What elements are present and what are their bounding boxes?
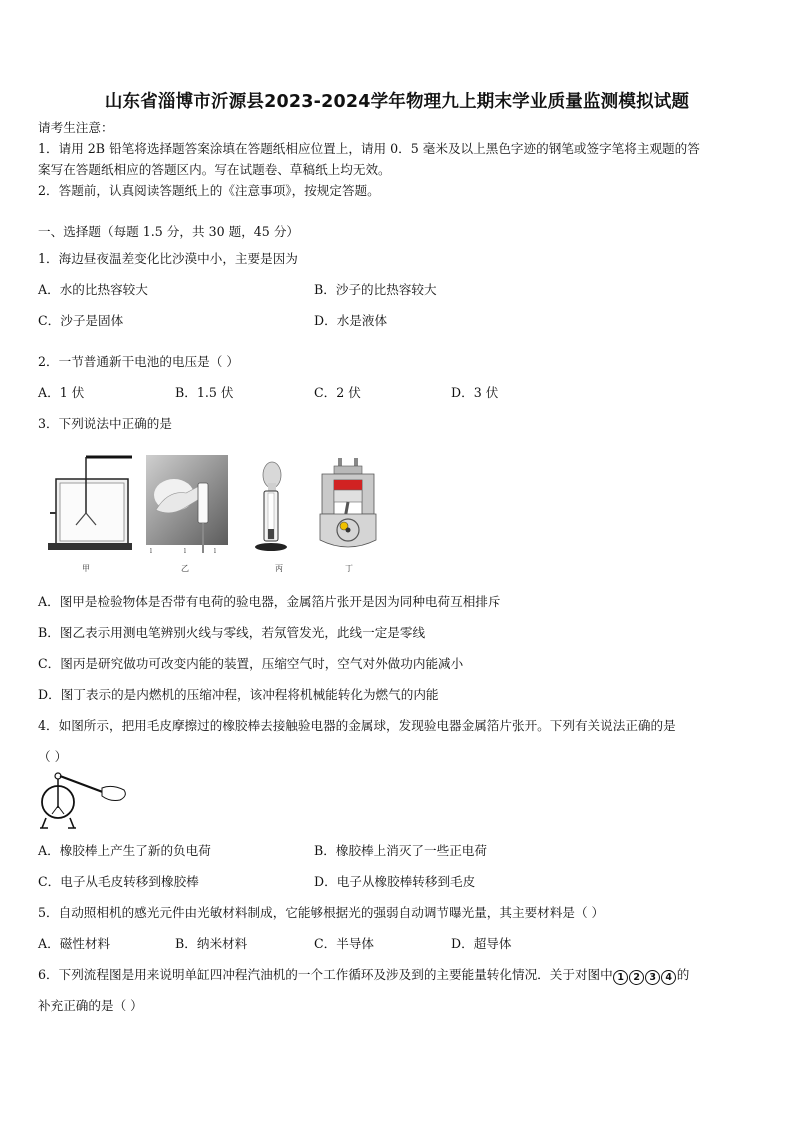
test-pen-figure-yi xyxy=(146,455,228,555)
question-4-stem: 4．如图所示，把用毛皮摩擦过的橡胶棒去接触验电器的金属球，发现验电器金属箔片张开。下列有关说法正确的是 xyxy=(38,718,676,733)
question-5-stem: 5．自动照相机的感光元件由光敏材料制成，它能够根据光的强弱自动调节曝光量，其主要材料是（ ） xyxy=(38,905,605,920)
svg-text:l: l xyxy=(214,548,216,555)
question-2-stem: 2．一节普通新干电池的电压是（ ） xyxy=(38,354,239,369)
circled-number-2: 2 xyxy=(629,970,644,985)
notice-item-2: 2．答题前，认真阅读答题纸上的《注意事项》，按规定答题。 xyxy=(38,183,380,198)
question-6-stem-tail: 的 xyxy=(676,967,690,982)
question-4-option-c: C．电子从毛皮转移到橡胶棒 xyxy=(38,874,199,889)
question-2-option-c: C．2 伏 xyxy=(314,385,361,400)
question-5-option-c: C．半导体 xyxy=(314,936,375,951)
question-3-option-b: B．图乙表示用测电笔辨别火线与零线，若氖管发光，此线一定是零线 xyxy=(38,625,426,640)
notice-item-1-line-1: 1．请用 2B 铅笔将选择题答案涂填在答题纸相应位置上，请用 0．5 毫米及以上黑色字迹的钢笔或签字笔将主观题的答 xyxy=(38,141,700,156)
electroscope-figure-jia xyxy=(44,455,136,555)
question-4-answer-paren: （ ） xyxy=(38,749,68,764)
question-1-option-a: A．水的比热容较大 xyxy=(38,282,148,297)
engine-cylinder-figure-ding xyxy=(316,456,380,552)
question-5-option-a: A．磁性材料 xyxy=(38,936,111,951)
question-3-option-c: C．图丙是研究做功可改变内能的装置，压缩空气时，空气对外做功内能减小 xyxy=(38,656,464,671)
question-4-option-b: B．橡胶棒上消灭了一些正电荷 xyxy=(314,843,487,858)
circled-number-4: 4 xyxy=(661,970,676,985)
question-2-option-b: B．1.5 伏 xyxy=(175,385,234,400)
figure-caption-ding: 丁 xyxy=(345,564,353,573)
electroscope-rod-figure xyxy=(36,770,132,830)
figure-caption-yi: 乙 xyxy=(181,564,189,573)
question-1-option-c: C．沙子是固体 xyxy=(38,313,124,328)
question-3-option-a: A．图甲是检验物体是否带有电荷的验电器，金属箔片张开是因为同种电荷互相排斥 xyxy=(38,594,501,609)
circled-number-1: 1 xyxy=(613,970,628,985)
question-5-option-d: D．超导体 xyxy=(451,936,512,951)
svg-text:l: l xyxy=(150,548,152,555)
question-2-option-a: A．1 伏 xyxy=(38,385,85,400)
question-1-option-b: B．沙子的比热容较大 xyxy=(314,282,437,297)
page-title: 山东省淄博市沂源县2023-2024学年物理九上期末学业质量监测模拟试题 xyxy=(104,92,690,112)
question-5-option-b: B．纳米材料 xyxy=(175,936,248,951)
circled-number-3: 3 xyxy=(645,970,660,985)
compression-tube-figure-bing xyxy=(250,455,300,555)
question-2-option-d: D．3 伏 xyxy=(451,385,499,400)
question-4-option-d: D．电子从橡胶棒转移到毛皮 xyxy=(314,874,476,889)
section-heading: 一、选择题（每题 1.5 分，共 30 题，45 分） xyxy=(38,224,300,239)
question-4-option-a: A．橡胶棒上产生了新的负电荷 xyxy=(38,843,211,858)
question-1-option-d: D．水是液体 xyxy=(314,313,388,328)
figure-caption-bing: 丙 xyxy=(275,564,283,573)
question-6-stem-line-2: 补充正确的是（ ） xyxy=(38,998,143,1013)
question-6-stem-text: 6．下列流程图是用来说明单缸四冲程汽油机的一个工作循环及涉及到的主要能量转化情况．关于对图中 xyxy=(38,967,613,982)
notice-heading: 请考生注意： xyxy=(38,120,114,135)
question-3-option-d: D．图丁表示的是内燃机的压缩冲程，该冲程将机械能转化为燃气的内能 xyxy=(38,687,439,702)
svg-text:l: l xyxy=(184,548,186,555)
question-3-stem: 3．下列说法中正确的是 xyxy=(38,416,172,431)
figure-caption-jia: 甲 xyxy=(82,564,90,573)
question-6-stem-line-1 xyxy=(38,967,689,985)
question-1-stem: 1．海边昼夜温差变化比沙漠中小，主要是因为 xyxy=(38,251,298,266)
notice-item-1-line-2: 案写在答题纸相应的答题区内。写在试题卷、草稿纸上均无效。 xyxy=(38,162,391,177)
